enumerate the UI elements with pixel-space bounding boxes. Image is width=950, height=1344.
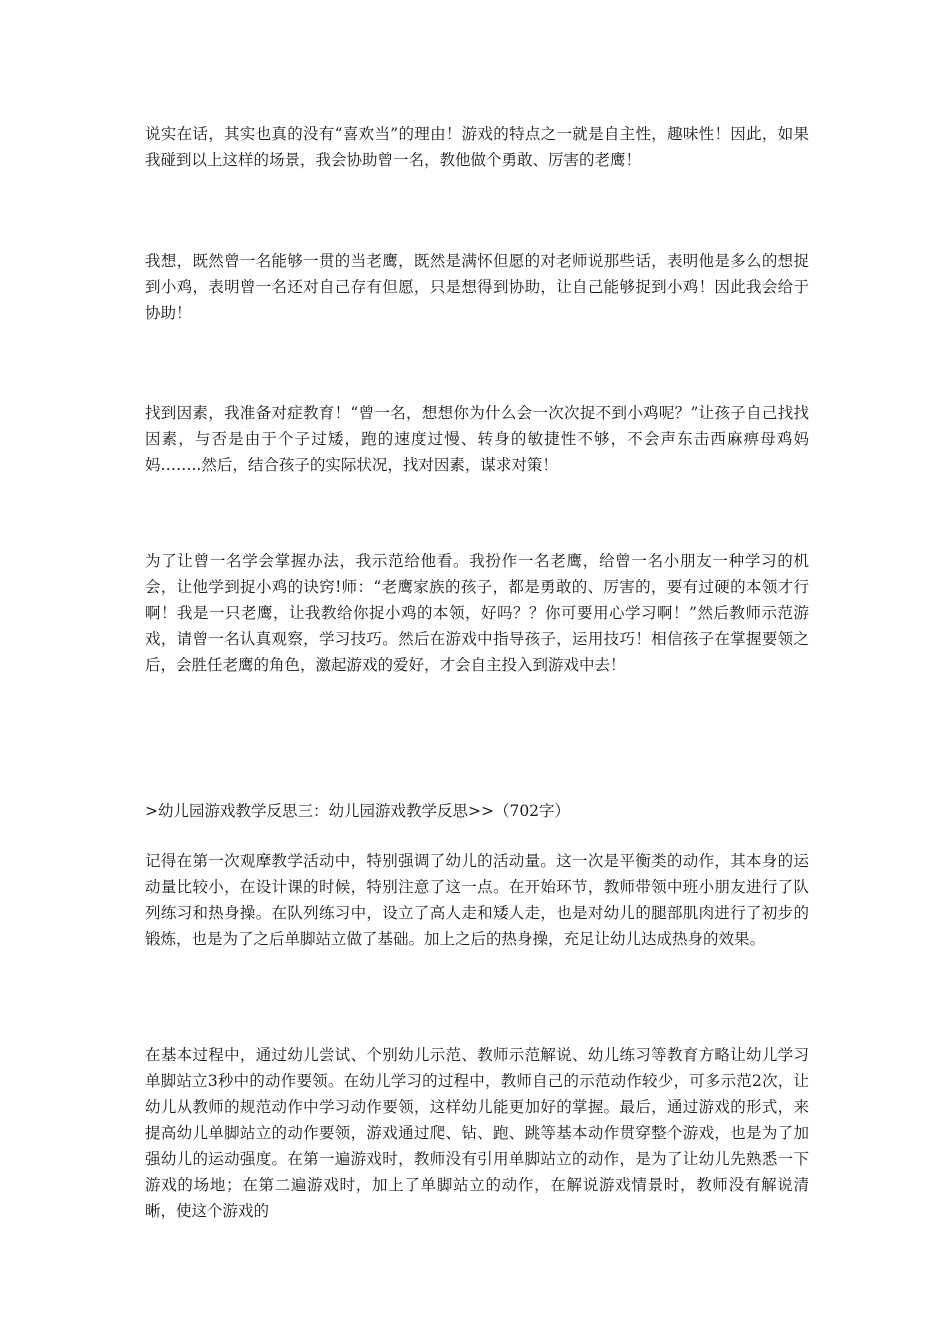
- section-paragraph-2: 在基本过程中，通过幼儿尝试、个别幼儿示范、教师示范解说、幼儿练习等教育方略让幼儿学习单脚站立3秒中的动作要领。在幼儿学习的过程中，教师自己的示范动作较少，可多示范2次，让幼儿从教师的规范动作中学习动作要领，这样幼儿能更加好的掌握。最后，通过游戏的形式，来提高幼儿单脚站立的动作要领，游戏通过爬、钻、跑、跳等基本动作贯穿整个游戏，也是为了加强幼儿的运动强度。在第一遍游戏时，教师没有引用单脚站立的动作，是为了让幼儿先熟悉一下游戏的场地；在第二遍游戏时，加上了单脚站立的动作，在解说游戏情景时，教师没有解说清晰，使这个游戏的: [145, 1046, 809, 1220]
- section-paragraph-1: 记得在第一次观摩教学活动中，特别强调了幼儿的活动量。这一次是平衡类的动作，其本身的运动量比较小，在设计课的时候，特别注意了这一点。在开始环节，教师带领中班小朋友进行了队列练习和热身操。在队列练习中，设立了高人走和矮人走，也是对幼儿的腿部肌肉进行了初步的锻炼，也是为了之后单脚站立做了基础。加上之后的热身操，充足让幼儿达成热身的效果。: [145, 852, 809, 948]
- paragraph-3: 找到因素，我准备对症教育！“曾一名，想想你为什么会一次次捉不到小鸡呢？”让孩子自己找找因素，与否是由于个子过矮，跑的速度过慢、转身的敏捷性不够，不会声东击西麻痹母鸡妈妈……..然后，结合孩子的实际状况，找对因素，谋求对策！: [145, 404, 809, 474]
- paragraph-2: 我想，既然曾一名能够一贯的当老鹰，既然是满怀但愿的对老师说那些话，表明他是多么的想捉到小鸡，表明曾一名还对自己存有但愿，只是想得到协助，让自己能够捉到小鸡！因此我会给于协助！: [145, 252, 809, 322]
- paragraph-4: 为了让曾一名学会掌握办法，我示范给他看。我扮作一名老鹰，给曾一名小朋友一种学习的机会，让他学到捉小鸡的诀窍!师：“老鹰家族的孩子，都是勇敢的、厉害的，要有过硬的本领才行啊！我是一只老鹰，让我教给你捉小鸡的本领，好吗？？你可要用心学习啊！”然后教师示范游戏，请曾一名认真观察，学习技巧。然后在游戏中指导孩子，运用技巧！相信孩子在掌握要领之后，会胜任老鹰的角色，激起游戏的爱好，才会自主投入到游戏中去！: [145, 552, 809, 674]
- paragraph-1: 说实在话，其实也真的没有“喜欢当”的理由！游戏的特点之一就是自主性，趣味性！因此，如果我碰到以上这样的场景，我会协助曾一名，教他做个勇敢、厉害的老鹰！: [145, 125, 809, 169]
- section-heading: >幼儿园游戏教学反思三：幼儿园游戏教学反思>>（702字）: [145, 802, 571, 820]
